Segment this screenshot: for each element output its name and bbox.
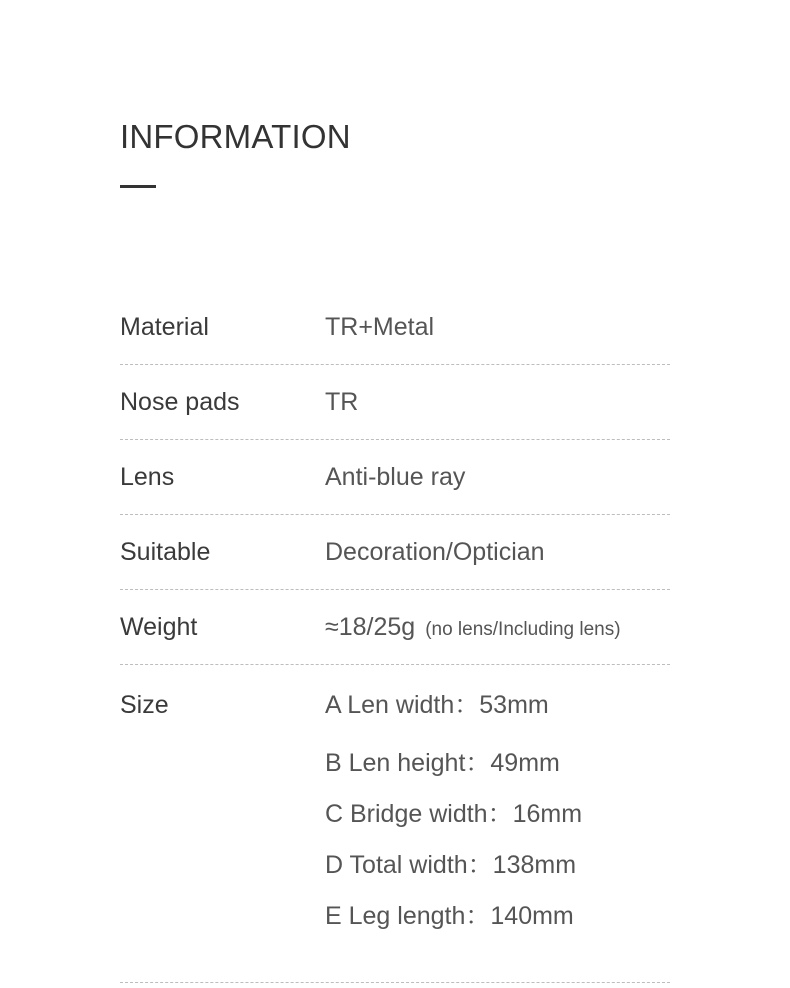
spec-label: Material	[120, 312, 209, 341]
weight-value: ≈18/25g	[325, 612, 416, 641]
spec-value	[325, 613, 621, 642]
size-item: D Total width：138mm	[325, 851, 577, 879]
spec-row-weight	[120, 590, 670, 665]
title-underline	[120, 185, 156, 188]
spec-label: Weight	[120, 612, 198, 641]
size-item: B Len height：49mm	[325, 749, 560, 777]
weight-note: (no lens/Including lens)	[425, 618, 621, 640]
spec-label: Size	[120, 691, 169, 719]
size-item: A Len width：53mm	[325, 691, 549, 719]
spec-label: Suitable	[120, 537, 211, 566]
spec-value: TR	[325, 387, 359, 416]
size-item: E Leg length：140mm	[325, 902, 574, 930]
spec-label: Lens	[120, 462, 175, 491]
spec-value: Decoration/Optician	[325, 537, 545, 566]
size-list	[325, 687, 582, 942]
spec-row-size	[120, 665, 670, 983]
size-item: C Bridge width：16mm	[325, 800, 583, 828]
spec-row-suitable	[120, 515, 670, 590]
spec-value: Anti-blue ray	[325, 462, 466, 491]
spec-table	[120, 290, 670, 983]
spec-label: Nose pads	[120, 387, 240, 416]
spec-value: TR+Metal	[325, 312, 435, 341]
page-title: INFORMATION	[120, 118, 351, 155]
spec-row-lens	[120, 440, 670, 515]
spec-row-nose-pads	[120, 365, 670, 440]
spec-row-material	[120, 290, 670, 365]
